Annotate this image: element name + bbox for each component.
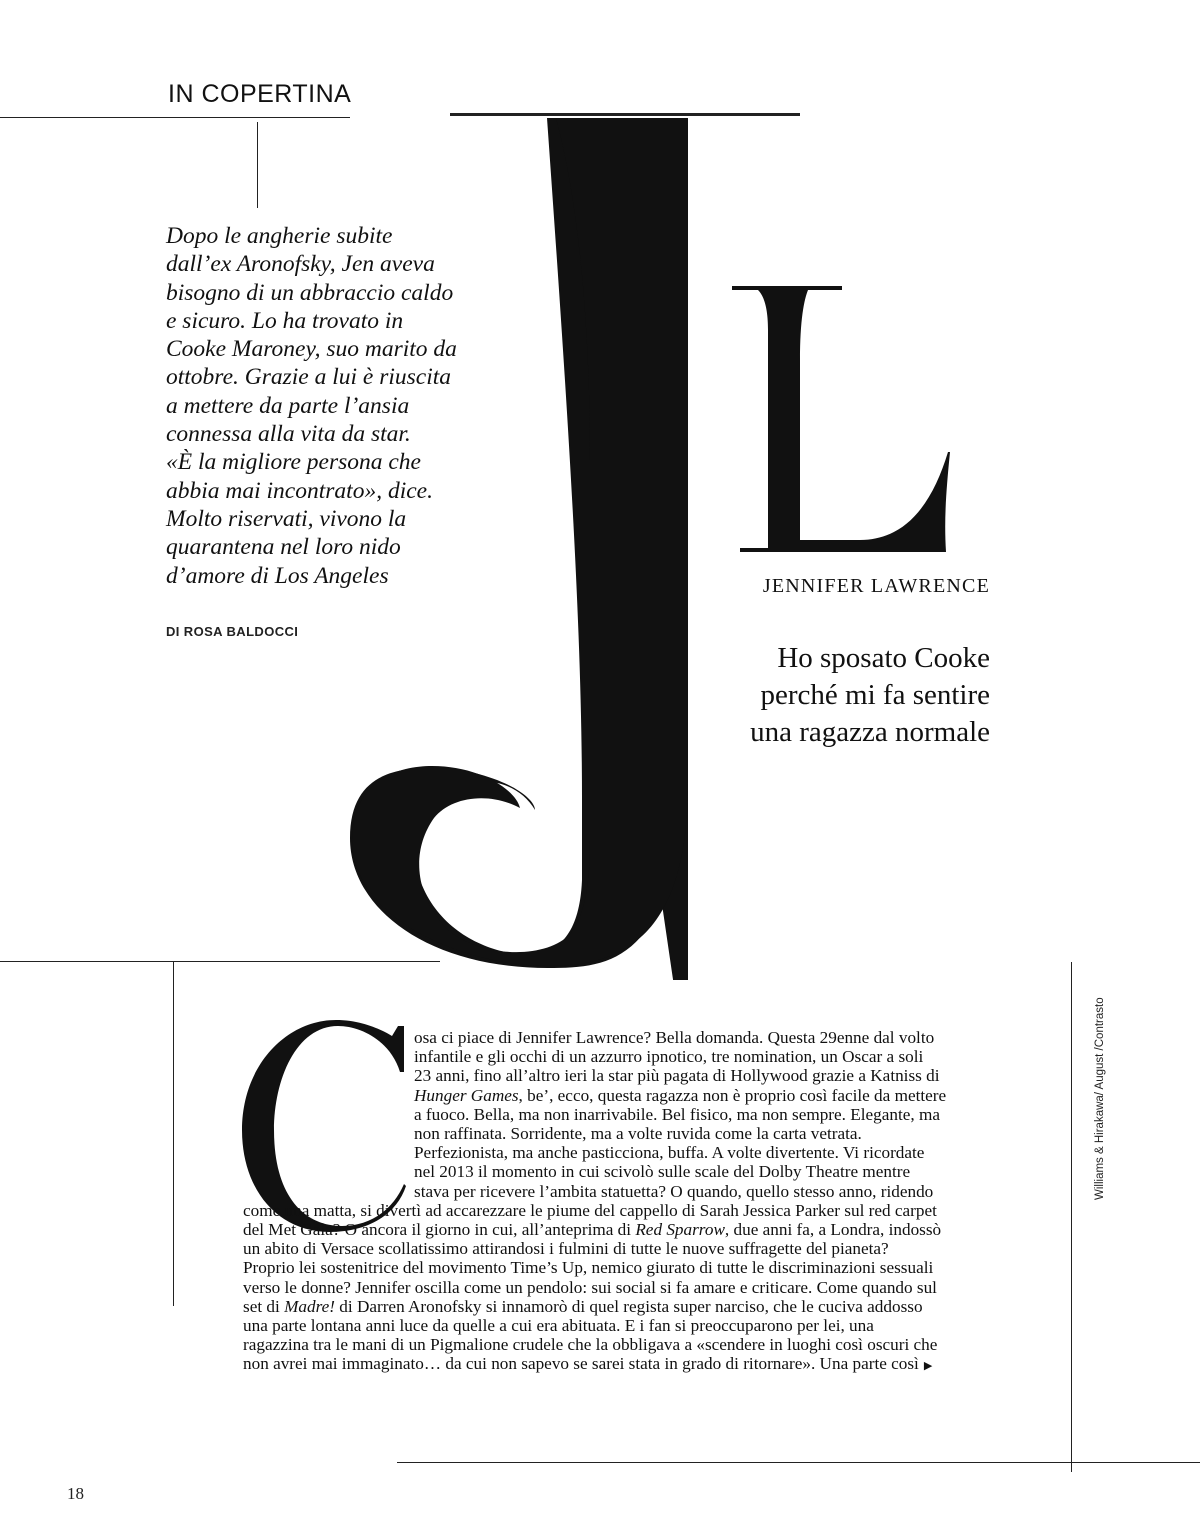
- body-line: Proprio lei sostenitrice del movimento Time’s Up, nemico giurato di tutte le discriminazioni sessuali: [243, 1258, 934, 1278]
- intro-line: bisogno di un abbraccio caldo: [166, 279, 454, 306]
- initial-l-glyph: [720, 280, 960, 560]
- body-line: verso le donne? Jennifer oscilla come un pendolo: sui social si fa amare e criticare. Come quando sul: [243, 1277, 937, 1297]
- intro-line: e sicuro. Lo ha trovato in: [166, 307, 404, 334]
- body-line: a fuoco. Bella, ma non inarrivabile. Bel fisico, ma non sempre. Elegante, ma: [414, 1104, 940, 1124]
- body-line: [243, 1354, 932, 1376]
- body-line: [243, 1297, 923, 1316]
- body-line-rest: di Darren Aronofsky si innamorò di quel regista super narciso, che le cuciva addosso: [334, 1296, 923, 1316]
- intro-line: a mettere da parte l’ansia: [166, 392, 410, 419]
- body-line-rest: , due anni fa, a Londra, indossò: [724, 1220, 942, 1239]
- intro-text: [166, 222, 466, 590]
- body-line: non raffinata. Sorridente, ma a volte ruvida come la carta vetrata.: [414, 1124, 862, 1143]
- body-line: ragazzina tra le mani di un Pigmalione crudele che la obbligava a «scendere in luoghi così oscuri che: [243, 1335, 938, 1355]
- page-number: 18: [67, 1484, 84, 1503]
- body-line: nel 2013 il momento in cui scivolò sulle scale del Dolby Theatre mentre: [414, 1162, 911, 1182]
- intro-line: quarantena nel loro nido: [166, 534, 401, 561]
- intro-line: Dopo le angherie subite: [166, 223, 393, 249]
- body-line: un abito di Versace scollatissimo attirandosi i fulmini di tutte le nuove suffragette del pianeta?: [243, 1239, 889, 1259]
- body-line: come una matta, si divertì ad accarezzare le piume del cappello di Sarah Jessica Parker sul red carpet: [243, 1200, 937, 1220]
- body-line: osa ci piace di Jennifer Lawrence? Bella domanda. Questa 29enne dal volto: [414, 1028, 935, 1047]
- intro-line: d’amore di Los Angeles: [166, 562, 389, 589]
- intro-line: dall’ex Aronofsky, Jen aveva: [166, 251, 435, 278]
- body-line: stava per ricevere l’ambita statuetta? O quando, quello stesso anno, ridendo: [414, 1181, 934, 1201]
- body-line: infantile e gli occhi di un azzurro ipnotico, tre nomination, un Oscar a soli: [414, 1047, 924, 1067]
- body-line: Perfezionista, ma anche pasticciona, buffa. A volte divertente. Vi ricordate: [414, 1143, 925, 1163]
- article-body: [0, 1028, 1200, 1468]
- continue-arrow-icon: ▶: [923, 1360, 933, 1373]
- body-italic: Hunger Games: [414, 1085, 519, 1105]
- body-line-start: set di: [243, 1296, 285, 1316]
- body-line-text: non avrei mai immaginato… da cui non sapevo se sarei stata in grado di ritornare». Una parte così: [243, 1354, 919, 1374]
- body-line: [414, 1086, 946, 1105]
- body-line: [243, 1220, 941, 1239]
- headline-line: Ho sposato Cooke: [777, 642, 990, 674]
- body-line: una parte lontana anni luce da quelle a cui era abituata. E i fan si preoccuparono per lei, una: [243, 1316, 874, 1335]
- intro-line: Molto riservati, vivono la: [166, 505, 407, 532]
- intro-line: «È la migliore persona che: [166, 449, 421, 476]
- intro-line: abbia mai incontrato», dice.: [166, 477, 433, 504]
- body-italic: Red Sparrow: [635, 1220, 725, 1239]
- subject-name: JENNIFER LAWRENCE: [762, 575, 990, 597]
- headline-line: perché mi fa sentire: [760, 679, 990, 711]
- header-rule: [0, 117, 350, 118]
- body-italic: Madre!: [284, 1296, 335, 1316]
- byline: DI ROSA BALDOCCI: [166, 624, 299, 639]
- body-line-start: del Met Gala? O ancora il giorno in cui, all’anteprima di: [243, 1220, 636, 1239]
- header-vertical-rule: [257, 122, 258, 208]
- intro-line: ottobre. Grazie a lui è riuscita: [166, 364, 452, 391]
- headline-line: una ragazza normale: [750, 716, 990, 748]
- headline-quote: [700, 640, 990, 751]
- section-label: IN COPERTINA: [168, 80, 352, 108]
- body-line-rest: , be’, ecco, questa ragazza non è proprio così facile da mettere: [518, 1085, 947, 1105]
- body-line: 23 anni, fino all’altro ieri la star più pagata di Hollywood grazie a Katniss di: [414, 1066, 940, 1086]
- intro-line: connessa alla vita da star.: [166, 421, 411, 448]
- photo-credit: Williams & Hirakawa/ August /Contrasto: [1094, 997, 1106, 1200]
- intro-line: Cooke Maroney, suo marito da: [166, 336, 457, 363]
